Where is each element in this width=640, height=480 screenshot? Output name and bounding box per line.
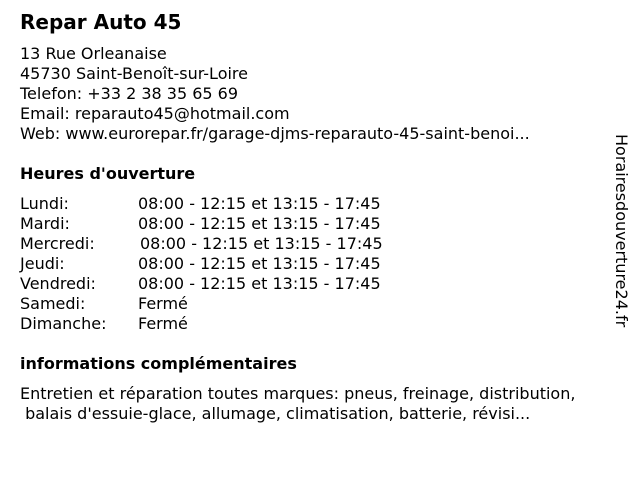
contact-block	[20, 44, 530, 144]
day-hours: 08:00 - 12:15 et 13:15 - 17:45	[140, 234, 383, 253]
day-hours: 08:00 - 12:15 et 13:15 - 17:45	[138, 274, 381, 293]
day-label: Dimanche:	[20, 314, 107, 333]
email-line: Email: reparauto45@hotmail.com	[20, 104, 290, 123]
day-label: Samedi:	[20, 294, 86, 313]
day-label: Lundi:	[20, 194, 69, 213]
vertical-watermark	[610, 134, 632, 346]
phone-line: Telefon: +33 2 38 35 65 69	[20, 84, 239, 103]
info-line: balais d'essuie-glace, allumage, climatisation, batterie, révisi...	[20, 404, 531, 423]
day-hours: Fermé	[138, 294, 188, 313]
city-address: 45730 Saint-Benoît-sur-Loire	[20, 64, 248, 83]
watermark-text: Horairesdouverture24.fr	[612, 134, 631, 328]
day-label: Mardi:	[20, 214, 70, 233]
info-heading: informations complémentaires	[20, 354, 297, 373]
day-label: Mercredi:	[20, 234, 95, 253]
day-hours: 08:00 - 12:15 et 13:15 - 17:45	[138, 254, 381, 273]
hours-heading: Heures d'ouverture	[20, 164, 196, 183]
day-hours: 08:00 - 12:15 et 13:15 - 17:45	[138, 214, 381, 233]
business-name: Repar Auto 45	[20, 10, 182, 34]
day-label: Vendredi:	[20, 274, 96, 293]
info-line: Entretien et réparation toutes marques: pneus, freinage, distribution,	[20, 384, 576, 403]
day-label: Jeudi:	[20, 254, 65, 273]
day-hours: Fermé	[138, 314, 188, 333]
web-line: Web: www.eurorepar.fr/garage-djms-reparauto-45-saint-benoi...	[20, 124, 530, 143]
street-address: 13 Rue Orleanaise	[20, 44, 167, 63]
day-hours: 08:00 - 12:15 et 13:15 - 17:45	[138, 194, 381, 213]
info-description	[20, 384, 575, 424]
